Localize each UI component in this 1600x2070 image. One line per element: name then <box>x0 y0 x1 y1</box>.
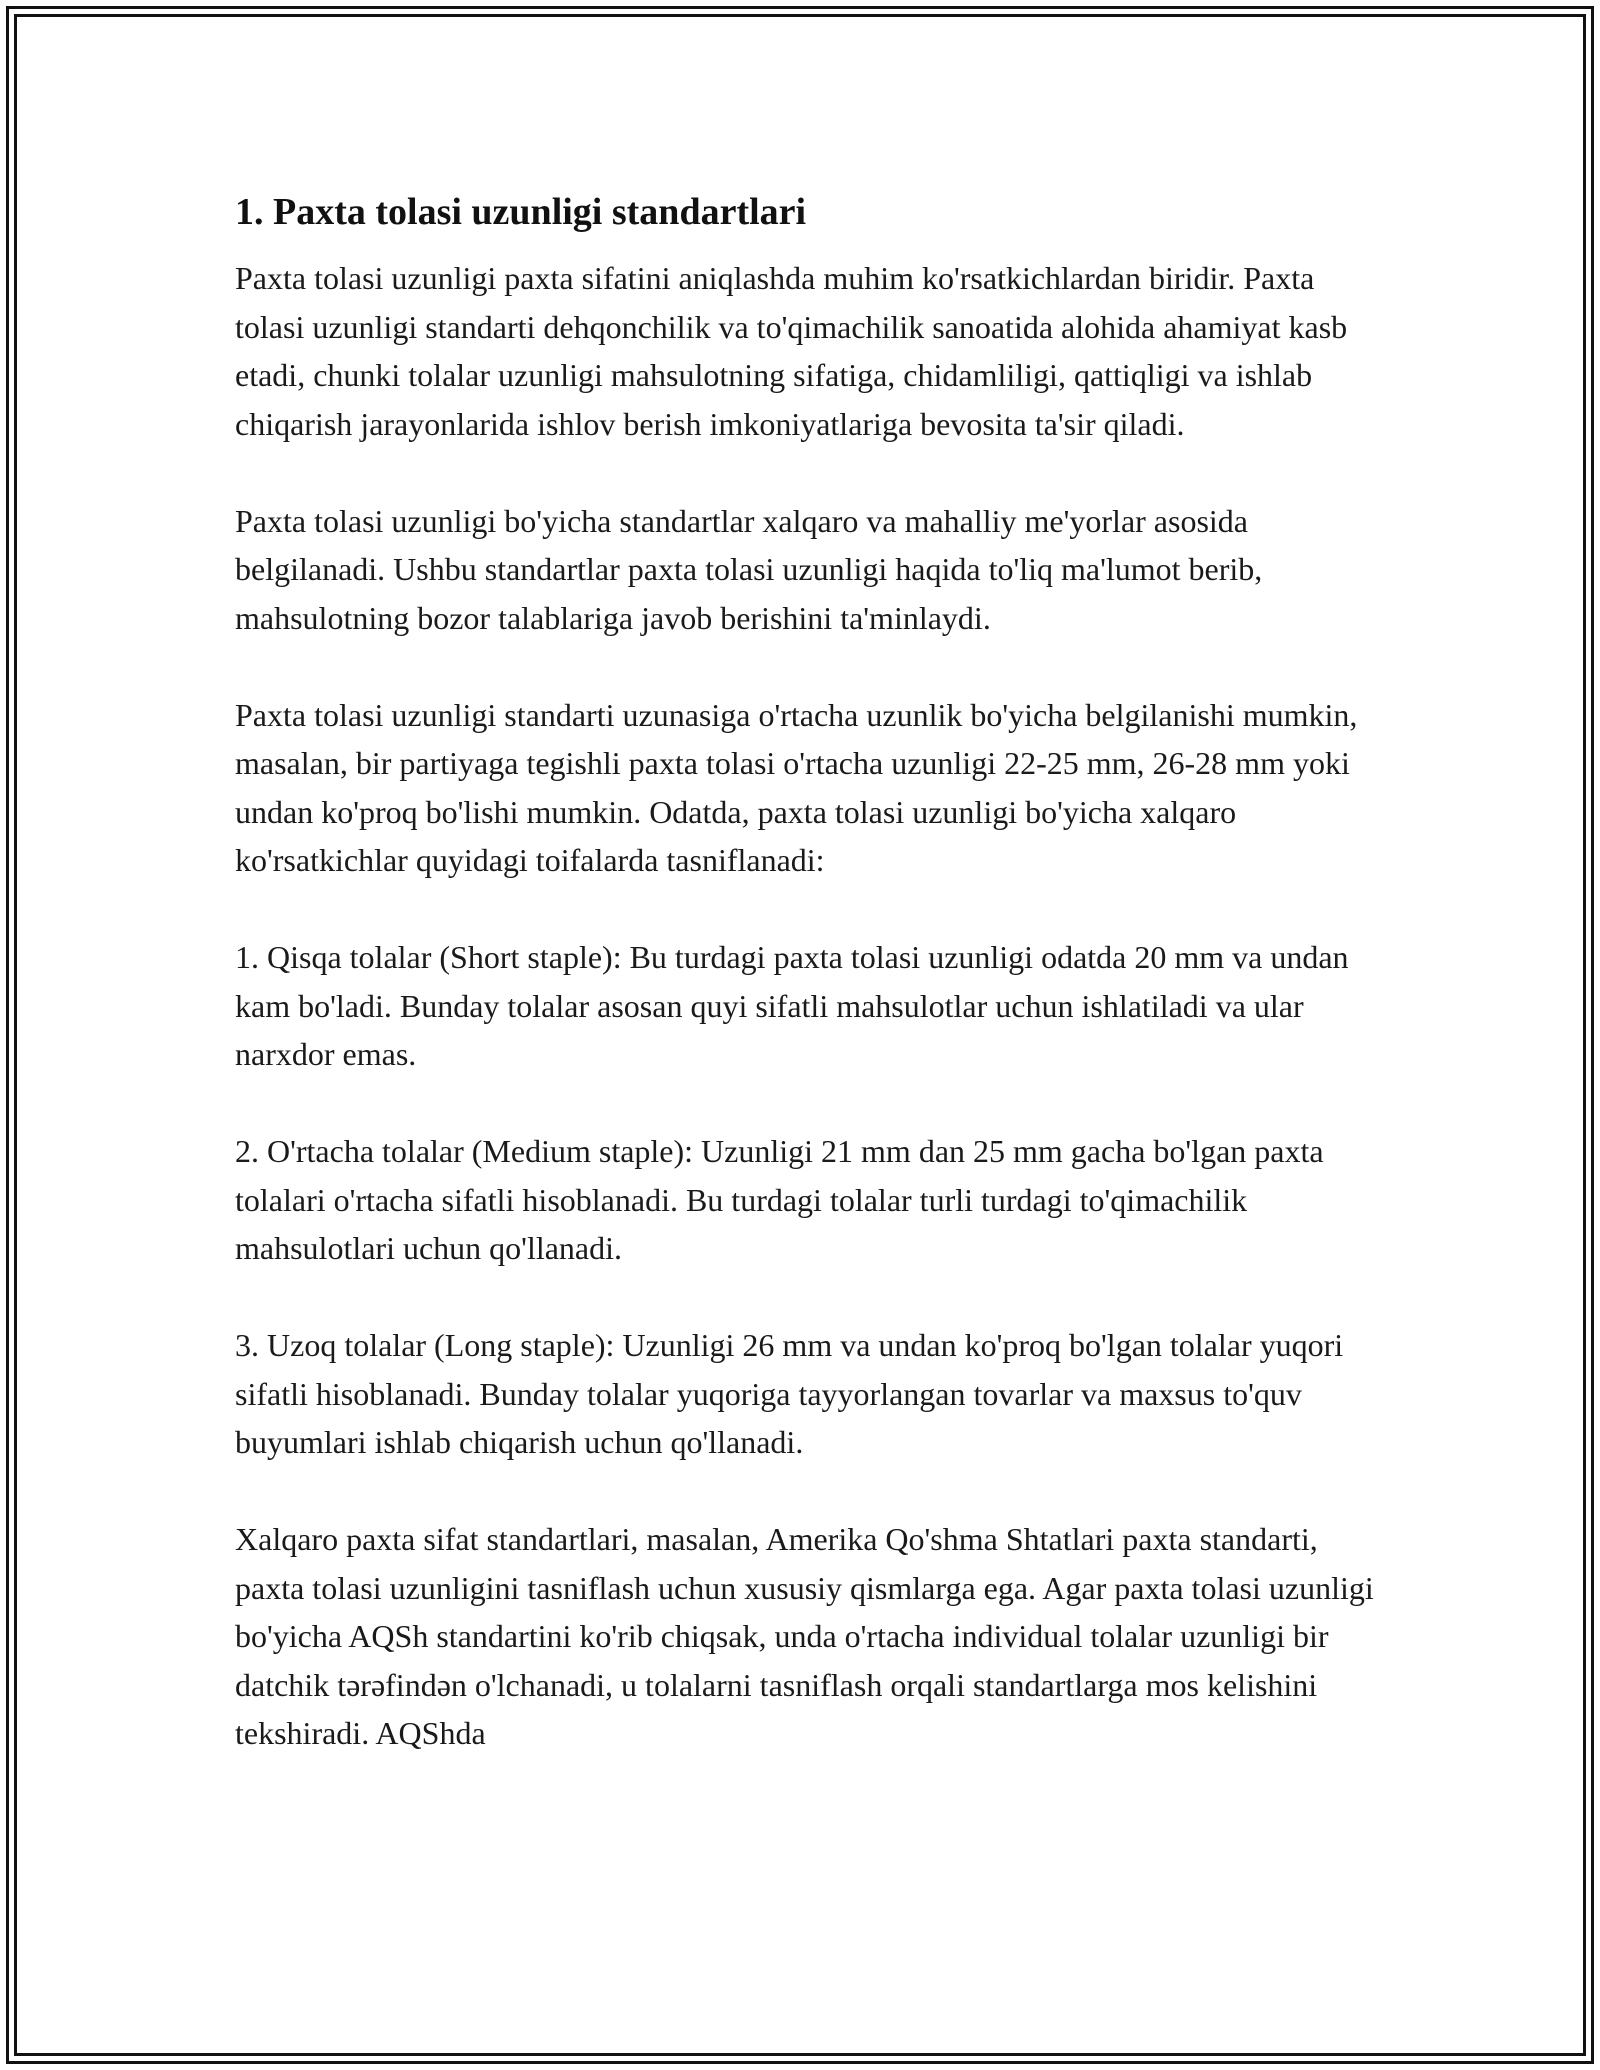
section-heading: 1. Paxta tolasi uzunligi standartlari <box>235 191 807 233</box>
paragraph-intro: Paxta tolasi uzunligi paxta sifatini aniqlashda muhim ko'rsatkichlardan biridir. Paxta tolasi uzunligi standarti dehqonchilik va to'qimachilik sanoatida alohida ahamiyat kasb etadi, chunki tolalar uzunligi mahsulotning sifatiga, chidamliligi, qattiqligi va ishlab chiqarish jarayonlarida ishlov berish imkoniyatlariga bevosita ta'sir qiladi. <box>235 260 1348 442</box>
list-item-long-staple: 3. Uzoq tolalar (Long staple): Uzunligi 26 mm va undan ko'proq bo'lgan tolalar yuqori sifatli hisoblanadi. Bunday tolalar yuqoriga tayyorlangan tovarlar va maxsus to'quv buyumlari ishlab chiqarish uchun qo'llanadi. <box>235 1327 1344 1460</box>
list-item-medium-staple: 2. O'rtacha tolalar (Medium staple): Uzunligi 21 mm dan 25 mm gacha bo'lgan paxta tolalari o'rtacha sifatli hisoblanadi. Bu turdagi tolalar turli turdagi to'qimachilik mahsulotlari uchun qo'llanadi. <box>235 1133 1324 1266</box>
paragraph-classification: Paxta tolasi uzunligi standarti uzunasiga o'rtacha uzunlik bo'yicha belgilanishi mumkin, masalan, bir partiyaga tegishli paxta tolasi o'rtacha uzunligi 22-25 mm, 26-28 mm yoki undan ko'proq bo'lishi mumkin. Odatda, paxta tolasi uzunligi bo'yicha xalqaro ko'rsatkichlar quyidagi toifalarda tasniflanadi: <box>235 696 1358 878</box>
paragraph-standards: Paxta tolasi uzunligi bo'yicha standartlar xalqaro va mahalliy me'yorlar asosida belgilanadi. Ushbu standartlar paxta tolasi uzunligi haqida to'liq ma'lumot berib, mahsulotning bozor talablariga javob berishini ta'minlaydi. <box>235 502 1263 636</box>
list-item-short-staple: 1. Qisqa tolalar (Short staple): Bu turdagi paxta tolasi uzunligi odatda 20 mm va undan kam bo'ladi. Bunday tolalar asosan quyi sifatli mahsulotlar uchun ishlatiladi va ular narxdor emas. <box>235 939 1349 1072</box>
paragraph-international: Xalqaro paxta sifat standartlari, masalan, Amerika Qo'shma Shtatlari paxta standarti, paxta tolasi uzunligini tasniflash uchun xususiy qismlarga ega. Agar paxta tolasi uzunligi bo'yicha AQSh standartini ko'rib chiqsak, unda o'rtacha individual tolalar uzunligi bir datchik tərəfindən o'lchanadi, u tolalarni tasniflash orqali standartlarga mos kelishini tekshiradi. AQShda <box>235 1521 1374 1751</box>
document-body <box>235 186 1385 1758</box>
